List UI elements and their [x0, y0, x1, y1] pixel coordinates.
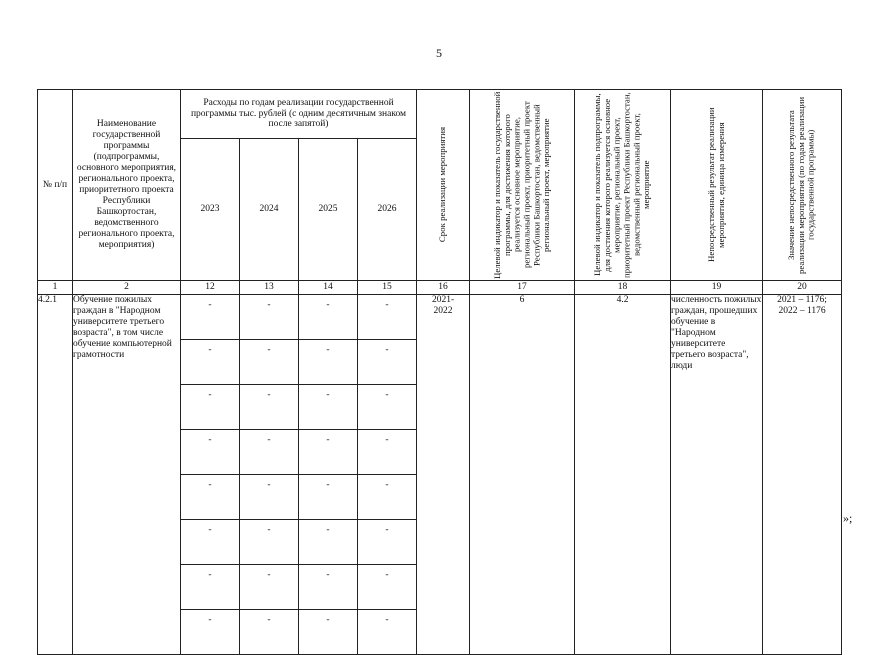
expense-cell: -	[181, 340, 240, 385]
column-number: 17	[470, 281, 575, 295]
expense-cell: -	[240, 430, 299, 475]
expense-cell: -	[299, 430, 358, 475]
row-target-sub: 4.2	[575, 295, 671, 655]
expense-cell: -	[240, 475, 299, 520]
header-row-1	[38, 90, 842, 139]
column-number: 13	[240, 281, 299, 295]
header-result-value-text: Значение непосредственного результата реализации мероприятия (по годам реализации государственной программы)	[786, 96, 816, 274]
expense-cell: -	[358, 475, 417, 520]
row-name: Обучение пожилых граждан в "Народном университете третьего возраста", в том числе обучение компьютерной грамотности	[73, 295, 181, 655]
expense-cell: -	[181, 610, 240, 655]
header-name: Наименование государственной программы (подпрограммы, основного мероприятия, регионального проекта, приоритетного проекта Республики Башкортостан, ведомственного регионального проекта, мероприятия)	[73, 90, 181, 281]
expense-cell: -	[358, 340, 417, 385]
expense-cell: -	[358, 385, 417, 430]
header-year-2025: 2025	[299, 139, 358, 281]
header-result-text: Непосредственный результат реализации мероприятия, единица измерения	[705, 107, 726, 263]
expense-cell: -	[240, 340, 299, 385]
column-number: 16	[417, 281, 470, 295]
expense-cell: -	[358, 430, 417, 475]
expense-cell: -	[299, 520, 358, 565]
header-expenses: Расходы по годам реализации государственной программы тыс. рублей (с одним десятичным знаком после запятой)	[181, 90, 417, 139]
expense-cell: -	[181, 430, 240, 475]
header-year-2024: 2024	[240, 139, 299, 281]
expense-cell: -	[358, 565, 417, 610]
column-number: 18	[575, 281, 671, 295]
expense-cell: -	[240, 565, 299, 610]
closing-quote-mark: »;	[843, 511, 853, 525]
expense-cell: -	[299, 475, 358, 520]
expense-cell: -	[181, 520, 240, 565]
expense-cell: -	[358, 295, 417, 340]
expense-cell: -	[240, 520, 299, 565]
program-table	[37, 89, 842, 655]
expense-cell: -	[181, 565, 240, 610]
header-result	[671, 90, 763, 281]
expense-cell: -	[299, 610, 358, 655]
column-number: 15	[358, 281, 417, 295]
page-number: 5	[436, 46, 442, 60]
expense-cell: -	[358, 520, 417, 565]
expense-cell: -	[240, 385, 299, 430]
header-year-2023: 2023	[181, 139, 240, 281]
row-term: 2021-2022	[417, 295, 470, 655]
expense-cell: -	[299, 385, 358, 430]
header-term	[417, 90, 470, 281]
column-number: 1	[38, 281, 73, 295]
header-term-text: Срок реализации мероприятия	[437, 127, 448, 243]
row-result: численность пожилых граждан, прошедших обучение в "Народном университете третьего возраста", люди	[671, 295, 763, 655]
header-target-sub-text: Целевой индикатор и показатель подпрограммы, для достиения которого реализуется основное мероприятие, региональный проект, приоритетный проект Республики Башкортостан, ведомственный региональный проект, мероприятие	[592, 92, 652, 278]
column-number: 14	[299, 281, 358, 295]
column-number: 20	[763, 281, 842, 295]
row-number: 4.2.1	[38, 295, 73, 655]
row-target-gp: 6	[470, 295, 575, 655]
expense-cell: -	[181, 295, 240, 340]
header-target-gp	[470, 90, 575, 281]
column-number: 2	[73, 281, 181, 295]
header-num: № п/п	[38, 90, 73, 281]
header-target-sub	[575, 90, 671, 281]
expense-cell: -	[181, 385, 240, 430]
header-target-gp-text: Целевой индикатор и показатель государственной программы, для достижения которого реализуется основное мероприятие, региональный проект, приоритетный проект Республики Башкортостан, ведомственный региональный проект, мероприятие	[491, 91, 551, 279]
table-row	[38, 295, 842, 340]
expense-cell: -	[240, 295, 299, 340]
header-year-2026: 2026	[358, 139, 417, 281]
expense-cell: -	[299, 295, 358, 340]
row-result-value: 2021 – 1176; 2022 – 1176	[763, 295, 842, 655]
column-number: 12	[181, 281, 240, 295]
expense-cell: -	[358, 610, 417, 655]
expense-cell: -	[181, 475, 240, 520]
expense-cell: -	[240, 610, 299, 655]
expense-cell: -	[299, 565, 358, 610]
expense-cell: -	[299, 340, 358, 385]
column-number: 19	[671, 281, 763, 295]
column-number-row	[38, 281, 842, 295]
header-result-value	[763, 90, 842, 281]
